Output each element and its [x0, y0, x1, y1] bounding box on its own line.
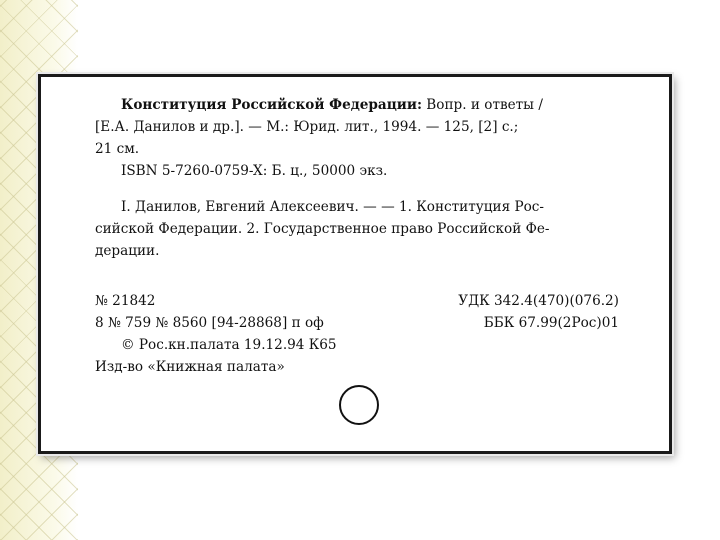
card-number-row: [95, 291, 619, 312]
card-dimensions-line: 21 см.: [95, 141, 140, 157]
card-title-line: [121, 95, 543, 116]
card-title: Конституция Российской Федерации:: [121, 97, 422, 113]
card-isbn-line: ISBN 5-7260-0759-X: Б. ц., 50000 экз.: [121, 163, 388, 179]
card-title-rest: Вопр. и ответы /: [426, 97, 543, 113]
card-copyright-line: © Рос.кн.палата 19.12.94 К65: [121, 337, 337, 353]
circle-mark-icon: [339, 385, 379, 425]
card-bbk: ББК 67.99(2Рос)01: [483, 315, 619, 331]
card-publisher-line: Изд-во «Книжная палата»: [95, 359, 285, 375]
card-udk: УДК 342.4(470)(076.2): [458, 293, 619, 309]
catalog-card: [38, 74, 672, 454]
card-record-details: 8 № 759 № 8560 [94-28868] п оф: [95, 315, 324, 331]
card-responsibility-line: [Е.А. Данилов и др.]. — М.: Юрид. лит., 1994. — 125, [2] с.;: [95, 119, 519, 135]
card-record-row: [95, 313, 619, 334]
card-subject-line-1: I. Данилов, Евгений Алексеевич. — — 1. Конституция Рос-: [121, 199, 544, 215]
card-subject-line-2: сийской Федерации. 2. Государственное право Российской Фе-: [95, 221, 550, 237]
card-subject-line-3: дерации.: [95, 243, 160, 259]
card-record-number: № 21842: [95, 293, 156, 309]
